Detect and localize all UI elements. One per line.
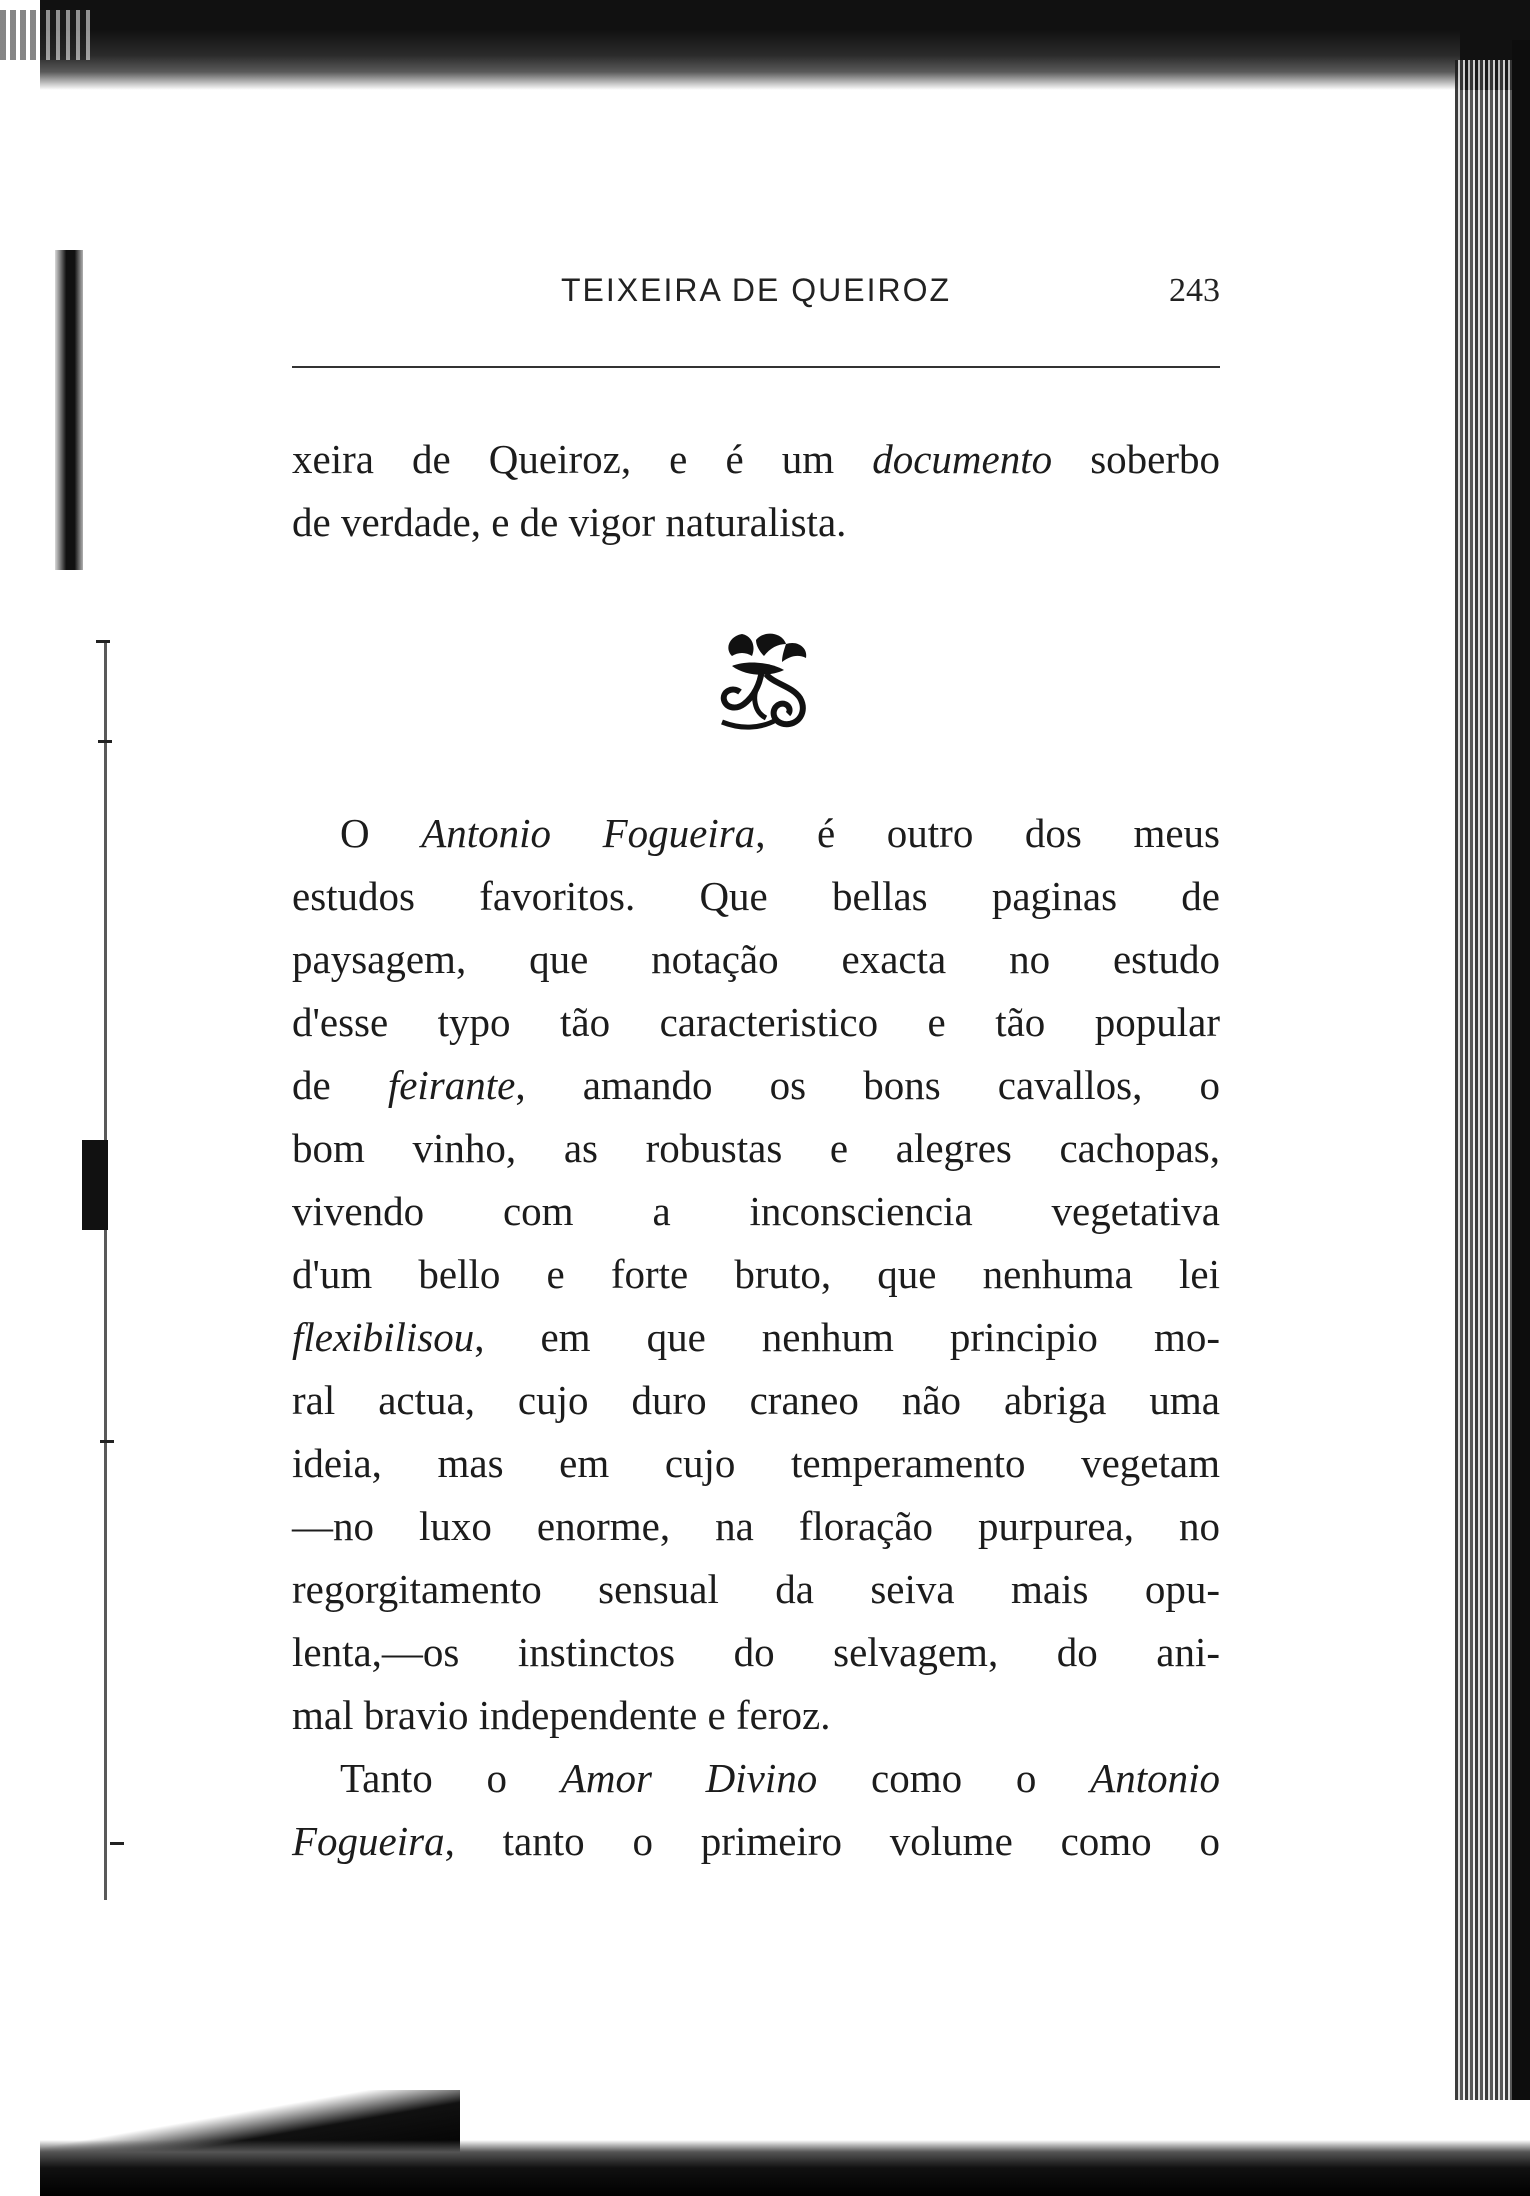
text-line: d'esse typo tão caracteristico e tão popular [292, 999, 1220, 1045]
floral-fleuron-icon [712, 626, 816, 736]
scan-left-line [104, 640, 107, 1900]
text-line: lenta,—os instinctos do selvagem, do ani- [292, 1629, 1220, 1675]
text-line: xeira de Queiroz, e é um documento soberbo [292, 436, 1220, 482]
text-line: mal bravio independente e feroz. [292, 1692, 831, 1738]
body-text [292, 428, 1220, 554]
header-rule [292, 366, 1220, 368]
text-line: estudos favoritos. Que bellas paginas de [292, 873, 1220, 919]
text-line: de verdade, e de vigor naturalista. [292, 499, 847, 545]
text-line: Tanto o Amor Divino como o Antonio [340, 1755, 1220, 1801]
text-line: ral actua, cujo duro craneo não abriga uma [292, 1377, 1220, 1423]
text-line: de feirante, amando os bons cavallos, o [292, 1062, 1221, 1108]
scan-left-mark [55, 250, 83, 570]
text-line: regorgitamento sensual da seiva mais opu- [292, 1566, 1220, 1612]
scan-left-mark [82, 1140, 108, 1230]
text-line: O Antonio Fogueira, é outro dos meus [340, 810, 1220, 856]
scan-tick [98, 740, 112, 743]
text-line: vivendo com a inconsciencia vegetativa [292, 1188, 1220, 1234]
running-head: TEIXEIRA DE QUEIROZ [560, 272, 952, 308]
text-line: paysagem, que notação exacta no estudo [292, 936, 1220, 982]
scan-bottom-shadow [40, 2140, 1530, 2196]
scan-tick [96, 640, 110, 643]
text-line: Fogueira, tanto o primeiro volume como o [292, 1818, 1220, 1864]
scan-right-shadow [1512, 40, 1530, 2100]
text-line: —no luxo enorme, na floração purpurea, no [292, 1503, 1220, 1549]
page-header [292, 272, 1220, 322]
page-number: 243 [1169, 272, 1220, 309]
text-line: flexibilisou, em que nenhum principio mo- [292, 1314, 1220, 1360]
text-line: ideia, mas em cujo temperamento vegetam [292, 1440, 1220, 1486]
scan-top-shadow [40, 0, 1530, 90]
scan-tick [100, 1440, 114, 1443]
scan-noise [0, 10, 90, 60]
text-line: d'um bello e forte bruto, que nenhuma lei [292, 1251, 1220, 1297]
body-text [292, 802, 1220, 1873]
scan-tick [110, 1842, 124, 1845]
text-line: bom vinho, as robustas e alegres cachopas, [292, 1125, 1220, 1171]
